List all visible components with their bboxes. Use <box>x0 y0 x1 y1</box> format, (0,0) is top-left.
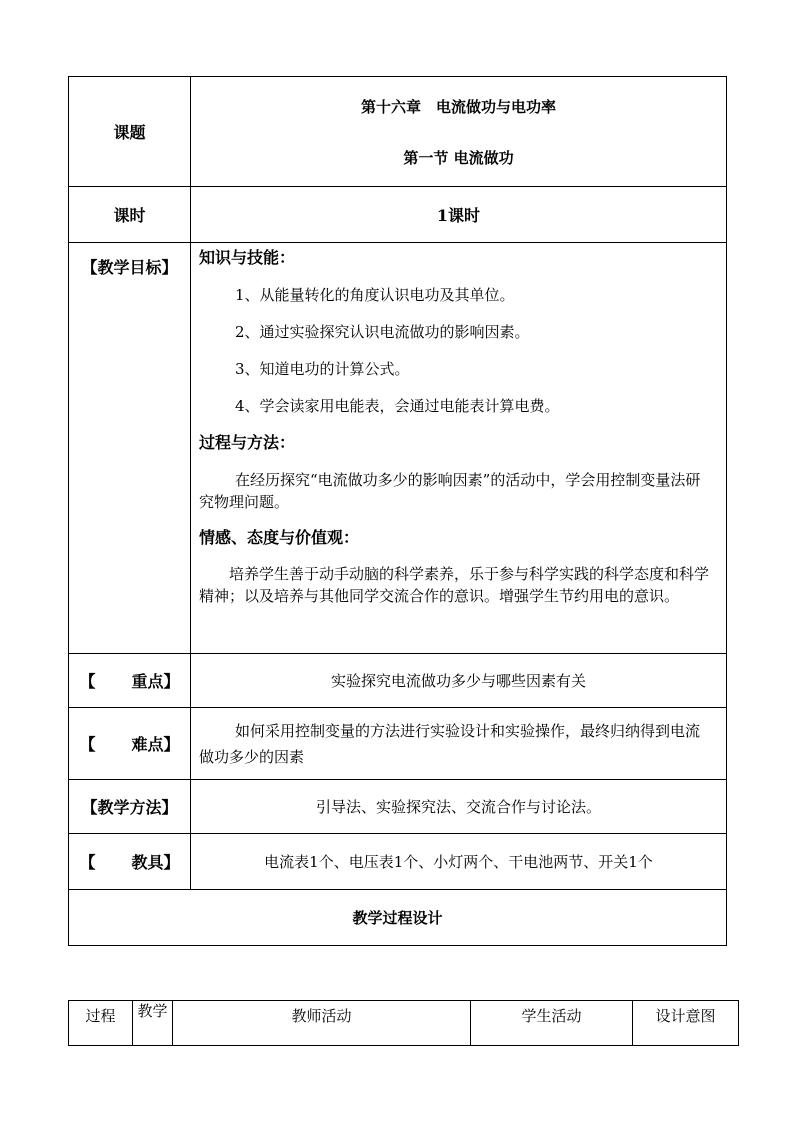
hours-label: 课时 <box>69 187 191 243</box>
process-header-row <box>69 1001 739 1046</box>
process-header: 过程 <box>69 1001 133 1046</box>
lesson-plan-table <box>68 76 727 946</box>
design-title-row <box>69 890 727 946</box>
knowledge-item: 3、知道电功的计算公式。 <box>235 360 410 378</box>
key-point-label: 【重 点】 <box>69 654 191 708</box>
hours-value: 1课时 <box>191 187 727 243</box>
goals-row <box>69 243 727 654</box>
design-title: 教学过程设计 <box>69 890 727 946</box>
knowledge-item: 4、学会读家用电能表，会通过电能表计算电费。 <box>235 397 560 415</box>
student-activity-header: 学生活动 <box>471 1001 633 1046</box>
chapter-title: 第十六章 电流做功与电功率 <box>360 97 556 116</box>
goals-content <box>191 243 727 654</box>
hours-row <box>69 187 727 243</box>
section-title: 第一节 电流做功 <box>403 148 514 167</box>
teacher-activity-header: 教师活动 <box>173 1001 471 1046</box>
methods-value: 引导法、实验探究法、交流合作与讨论法。 <box>191 780 727 834</box>
teaching-header: 教学 <box>133 1001 173 1046</box>
methods-label: 【教学方法】 <box>69 780 191 834</box>
topic-row <box>69 77 727 187</box>
tools-label: 【教 具】 <box>69 834 191 890</box>
key-point-row <box>69 654 727 708</box>
goals-label: 【教学目标】 <box>69 243 191 654</box>
topic-label: 课题 <box>69 77 191 187</box>
emotion-heading: 情感、态度与价值观： <box>199 528 360 547</box>
difficulty-label: 【难 点】 <box>69 708 191 780</box>
tools-row <box>69 834 727 890</box>
knowledge-heading: 知识与技能： <box>199 248 296 267</box>
process-heading: 过程与方法： <box>199 433 296 452</box>
design-intent-header: 设计意图 <box>633 1001 739 1046</box>
key-point-value: 实验探究电流做功多少与哪些因素有关 <box>191 654 727 708</box>
tools-value: 电流表1个、电压表1个、小灯两个、干电池两节、开关1个 <box>191 834 727 890</box>
process-table <box>68 1000 739 1046</box>
methods-row <box>69 780 727 834</box>
difficulty-value: 如何采用控制变量的方法进行实验设计和实验操作，最终归纳得到电流做功多少的因素 <box>191 708 727 780</box>
topic-content <box>191 77 727 187</box>
difficulty-row <box>69 708 727 780</box>
knowledge-item: 2、通过实验探究认识电流做功的影响因素。 <box>235 323 530 341</box>
knowledge-item: 1、从能量转化的角度认识电功及其单位。 <box>235 286 515 304</box>
process-text: 在经历探究“电流做功多少的影响因素”的活动中，学会用控制变量法研究物理问题。 <box>199 471 701 511</box>
emotion-text: 培养学生善于动手动脑的科学素养，乐于参与科学实践的科学态度和科学精神；以及培养与其他同学交流合作的意识。增强学生节约用电的意识。 <box>199 565 710 605</box>
